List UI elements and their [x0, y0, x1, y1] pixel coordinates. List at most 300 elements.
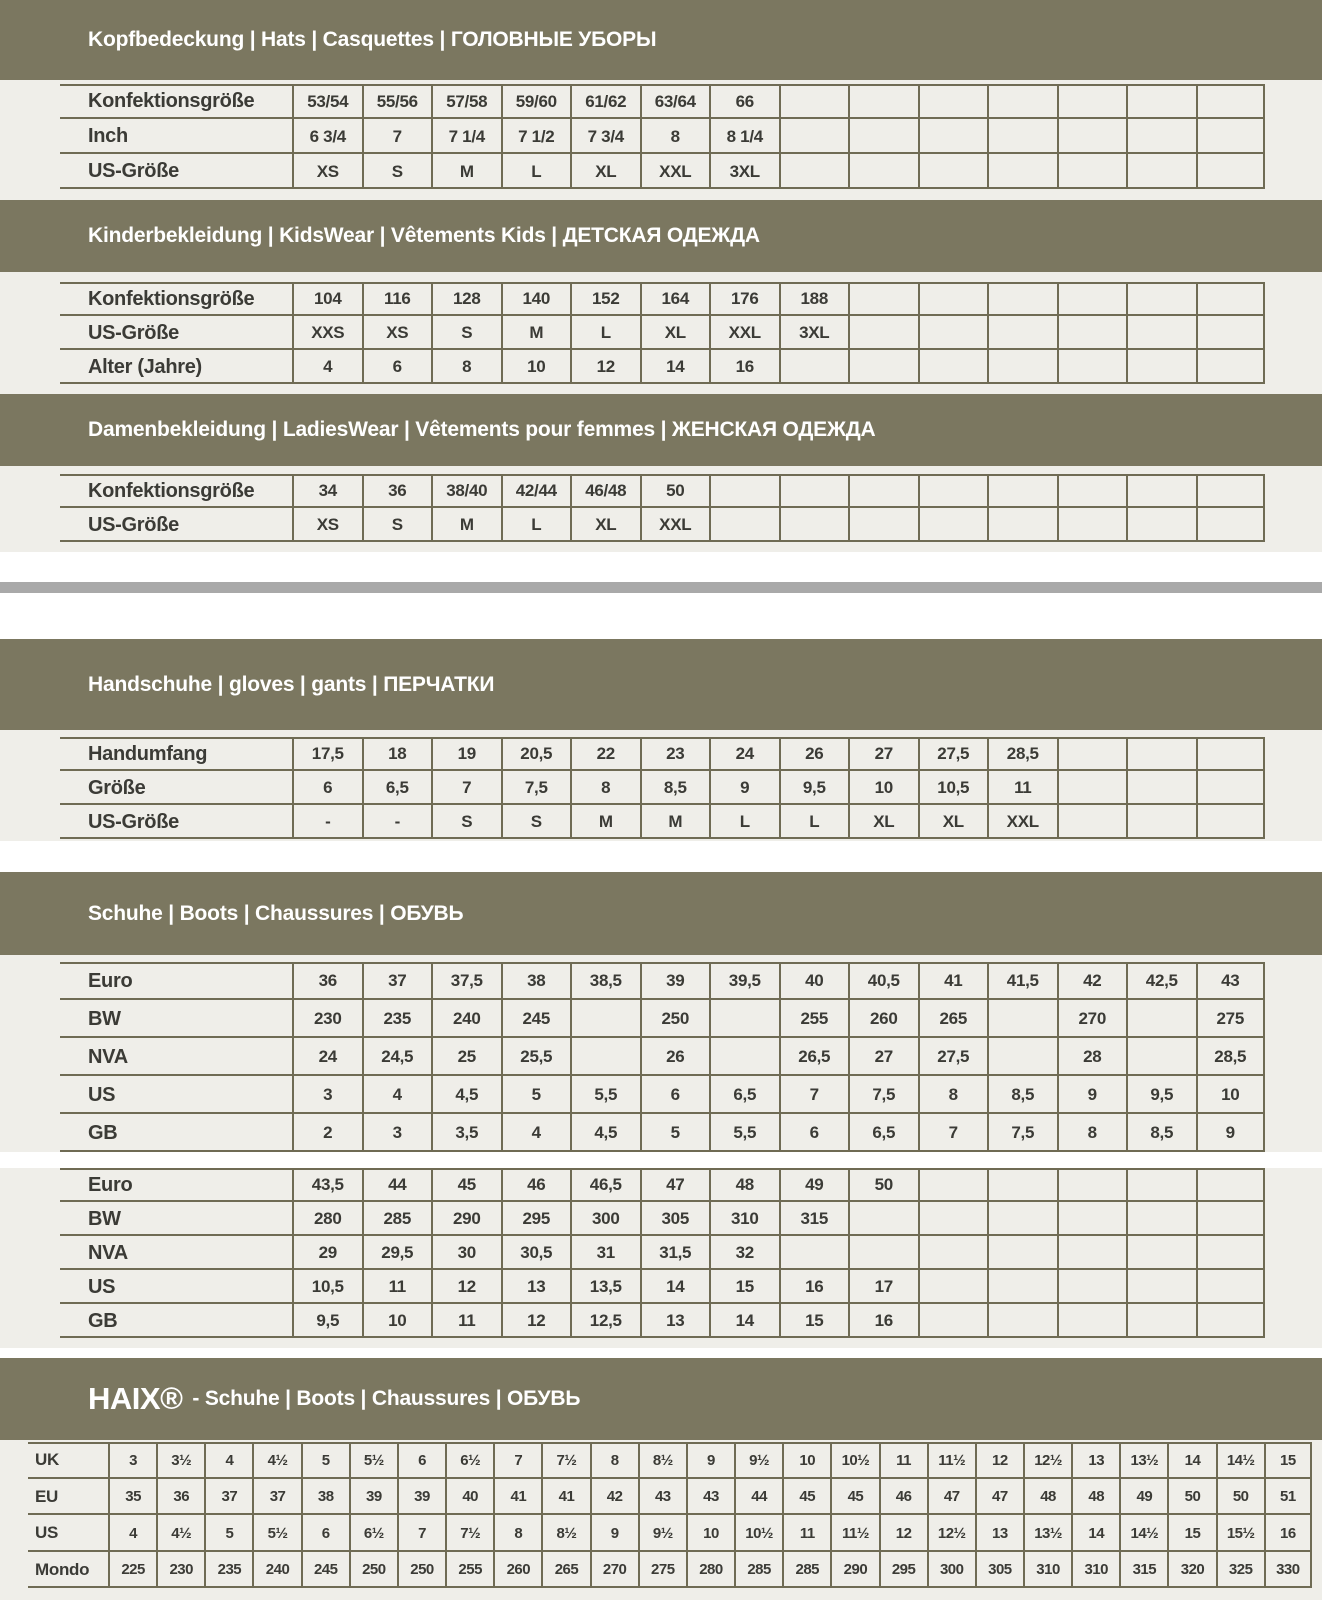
table-cell: 48 [709, 1168, 779, 1202]
row-label: NVA [88, 1241, 128, 1264]
table-cell: 3 [362, 1114, 432, 1152]
section-header-boots [0, 872, 1322, 955]
row-label: BW [88, 1207, 121, 1230]
table-cell: 255 [779, 1000, 849, 1038]
table-cell: 295 [501, 1202, 571, 1236]
table-cell: 300 [927, 1552, 975, 1589]
table-cell: 280 [686, 1552, 734, 1589]
table-cell: 28 [1057, 1038, 1127, 1076]
table-cell: 41,5 [987, 962, 1057, 1000]
table-cell: 43 [638, 1479, 686, 1516]
spacer [0, 841, 1322, 872]
table-cell: 16 [848, 1304, 918, 1338]
table-cell: 6½ [445, 1442, 493, 1479]
kids-table-area [0, 272, 1322, 394]
table-cell: 46 [879, 1479, 927, 1516]
table-row [0, 350, 1265, 384]
table-cell: 24 [709, 737, 779, 771]
table-cell [918, 1304, 988, 1338]
table-cell: 6 [640, 1076, 710, 1114]
table-cell [918, 350, 988, 384]
boots-table-block-2 [0, 1168, 1265, 1338]
table-cell: M [570, 805, 640, 839]
table-cell: 11 [431, 1304, 501, 1338]
table-cell: 20,5 [501, 737, 571, 771]
row-label: Alter (Jahre) [88, 355, 202, 378]
table-cell: 8½ [541, 1515, 589, 1552]
table-cell: 50 [640, 474, 710, 508]
table-cell: 24 [292, 1038, 362, 1076]
table-cell: 285 [362, 1202, 432, 1236]
table-cell [1196, 1236, 1266, 1270]
table-cell: 9 [686, 1442, 734, 1479]
table-cell [1196, 1270, 1266, 1304]
table-cell [1126, 154, 1196, 189]
table-cell: 35 [108, 1479, 156, 1516]
table-cell [848, 84, 918, 119]
table-cell: 6 3/4 [292, 119, 362, 154]
table-cell: 13,5 [570, 1270, 640, 1304]
table-cell [1126, 508, 1196, 542]
table-cell [1126, 1168, 1196, 1202]
table-row [0, 1270, 1265, 1304]
table-cell: 14 [709, 1304, 779, 1338]
table-row [0, 282, 1265, 316]
table-row [0, 771, 1265, 805]
table-cell [987, 1202, 1057, 1236]
table-cell: 8 [1057, 1114, 1127, 1152]
table-cell: XXL [709, 316, 779, 350]
table-cell: 9 [590, 1515, 638, 1552]
table-cell [1126, 1038, 1196, 1076]
table-cell: 49 [1119, 1479, 1167, 1516]
table-cell [918, 154, 988, 189]
table-cell: 49 [779, 1168, 849, 1202]
table-cell: 250 [640, 1000, 710, 1038]
table-cell: 10 [1196, 1076, 1266, 1114]
table-cell: 12 [570, 350, 640, 384]
table-cell: 13 [1071, 1442, 1119, 1479]
table-cell [848, 316, 918, 350]
table-cell: 8 [570, 771, 640, 805]
table-cell: 6 [779, 1114, 849, 1152]
table-cell [848, 350, 918, 384]
table-cell: 4½ [252, 1442, 300, 1479]
table-cell: 7 [431, 771, 501, 805]
table-cell [1057, 508, 1127, 542]
table-cell: 63/64 [640, 84, 710, 119]
gloves-table-area [0, 730, 1322, 841]
table-cell: 31 [570, 1236, 640, 1270]
table-cell: XL [848, 805, 918, 839]
table-row [0, 474, 1265, 508]
table-cell: 8,5 [640, 771, 710, 805]
table-cell: 6 [301, 1515, 349, 1552]
table-cell: 116 [362, 282, 432, 316]
row-label: US-Größe [88, 321, 179, 344]
table-cell: 18 [362, 737, 432, 771]
hats-table-area [0, 80, 1322, 200]
table-cell: 4 [204, 1442, 252, 1479]
table-cell: 13 [640, 1304, 710, 1338]
table-cell [1057, 474, 1127, 508]
table-cell: 42 [590, 1479, 638, 1516]
table-cell [570, 1038, 640, 1076]
table-cell [987, 508, 1057, 542]
table-cell: 28,5 [987, 737, 1057, 771]
table-cell [1057, 282, 1127, 316]
table-cell [1126, 771, 1196, 805]
table-cell [1196, 119, 1266, 154]
table-cell [848, 154, 918, 189]
table-cell: 50 [848, 1168, 918, 1202]
table-cell: - [362, 805, 432, 839]
table-cell: 7½ [541, 1442, 589, 1479]
table-cell [709, 508, 779, 542]
table-cell: 9 [709, 771, 779, 805]
table-cell: 310 [1023, 1552, 1071, 1589]
table-cell [987, 119, 1057, 154]
table-cell [1126, 84, 1196, 119]
table-cell: 51 [1264, 1479, 1312, 1516]
table-cell [987, 1236, 1057, 1270]
table-cell [709, 1000, 779, 1038]
table-cell: 315 [779, 1202, 849, 1236]
table-row [0, 84, 1265, 119]
table-cell: 4 [501, 1114, 571, 1152]
table-cell: 250 [397, 1552, 445, 1589]
table-cell: XS [292, 154, 362, 189]
table-cell: 235 [204, 1552, 252, 1589]
spacer [0, 1152, 1322, 1168]
table-cell: 45 [431, 1168, 501, 1202]
table-cell: 32 [709, 1236, 779, 1270]
table-cell: 41 [493, 1479, 541, 1516]
table-cell [987, 154, 1057, 189]
table-cell [987, 1270, 1057, 1304]
table-cell: 12 [879, 1515, 927, 1552]
table-cell: 13 [501, 1270, 571, 1304]
table-cell: 245 [301, 1552, 349, 1589]
table-cell [1126, 1270, 1196, 1304]
table-cell: 66 [709, 84, 779, 119]
table-cell: 36 [156, 1479, 204, 1516]
section-title-kids: Kinderbekleidung | KidsWear | Vêtements Kids | ДЕТСКАЯ ОДЕЖДА [88, 224, 760, 247]
row-label: US [88, 1275, 116, 1298]
table-cell: 41 [541, 1479, 589, 1516]
table-cell [1196, 1202, 1266, 1236]
section-title-hats: Kopfbedeckung | Hats | Casquettes | ГОЛОВНЫЕ УБОРЫ [88, 28, 657, 51]
table-cell [987, 282, 1057, 316]
table-cell: M [501, 316, 571, 350]
table-cell: 12,5 [570, 1304, 640, 1338]
table-cell: 285 [782, 1552, 830, 1589]
table-cell: 50 [1216, 1479, 1264, 1516]
table-cell: M [431, 508, 501, 542]
table-cell: 5 [301, 1442, 349, 1479]
table-cell: 4,5 [570, 1114, 640, 1152]
table-cell: 6,5 [848, 1114, 918, 1152]
table-cell: 15 [1167, 1515, 1215, 1552]
table-cell: 29 [292, 1236, 362, 1270]
table-cell [779, 1236, 849, 1270]
boots-table-area-2 [0, 1168, 1322, 1348]
table-cell [1196, 474, 1266, 508]
table-cell [1196, 805, 1266, 839]
table-cell: 8 [493, 1515, 541, 1552]
table-cell: 9,5 [1126, 1076, 1196, 1114]
table-cell [918, 84, 988, 119]
table-cell: 44 [362, 1168, 432, 1202]
table-cell: 275 [638, 1552, 686, 1589]
table-cell [779, 350, 849, 384]
table-cell [918, 508, 988, 542]
table-cell: 13 [975, 1515, 1023, 1552]
table-cell: L [501, 508, 571, 542]
table-row [0, 1038, 1265, 1076]
table-cell: XL [570, 154, 640, 189]
table-cell [1057, 1304, 1127, 1338]
section-header-kids [0, 200, 1322, 272]
table-cell [848, 474, 918, 508]
table-cell: 7 [779, 1076, 849, 1114]
table-cell: 48 [1071, 1479, 1119, 1516]
table-cell [987, 316, 1057, 350]
table-cell: 10,5 [918, 771, 988, 805]
section-header-hats [0, 0, 1322, 80]
table-cell [1057, 350, 1127, 384]
table-cell [1126, 737, 1196, 771]
table-cell: 295 [879, 1552, 927, 1589]
table-cell [987, 1304, 1057, 1338]
table-cell: 7 [362, 119, 432, 154]
table-cell [918, 1236, 988, 1270]
table-cell: 6 [362, 350, 432, 384]
table-cell: 8,5 [987, 1076, 1057, 1114]
table-cell [1196, 1304, 1266, 1338]
table-cell: 176 [709, 282, 779, 316]
table-cell: 46,5 [570, 1168, 640, 1202]
table-cell: 4 [108, 1515, 156, 1552]
table-cell: 15 [1264, 1442, 1312, 1479]
table-cell: 16 [1264, 1515, 1312, 1552]
table-cell: - [292, 805, 362, 839]
table-cell: L [709, 805, 779, 839]
table-cell: 39 [640, 962, 710, 1000]
table-cell: 104 [292, 282, 362, 316]
table-cell: 11 [362, 1270, 432, 1304]
table-cell: 320 [1167, 1552, 1215, 1589]
table-cell: 310 [709, 1202, 779, 1236]
table-cell: 4,5 [431, 1076, 501, 1114]
table-row [0, 1479, 1312, 1516]
table-cell: 17,5 [292, 737, 362, 771]
table-cell: 10 [848, 771, 918, 805]
table-cell: 330 [1264, 1552, 1312, 1589]
table-cell [1196, 737, 1266, 771]
table-cell: 14½ [1216, 1442, 1264, 1479]
table-cell [779, 119, 849, 154]
table-cell: 188 [779, 282, 849, 316]
table-cell: 8,5 [1126, 1114, 1196, 1152]
table-row [0, 1552, 1312, 1589]
table-cell: 14 [640, 1270, 710, 1304]
table-cell [1196, 282, 1266, 316]
table-cell: 53/54 [292, 84, 362, 119]
table-cell: 43,5 [292, 1168, 362, 1202]
table-cell: 8 [918, 1076, 988, 1114]
boots-table-block-1 [0, 962, 1265, 1152]
table-cell [1196, 316, 1266, 350]
table-cell: 305 [640, 1202, 710, 1236]
table-cell: 22 [570, 737, 640, 771]
table-cell: 42/44 [501, 474, 571, 508]
boots-table-area-1 [0, 955, 1322, 1152]
table-cell: 280 [292, 1202, 362, 1236]
row-label: Euro [88, 969, 133, 992]
table-cell: 27 [848, 1038, 918, 1076]
table-cell: 8½ [638, 1442, 686, 1479]
row-label: Konfektionsgröße [88, 90, 255, 112]
table-cell [709, 1038, 779, 1076]
table-cell: XXL [987, 805, 1057, 839]
spacer [0, 593, 1322, 639]
table-cell [1126, 1000, 1196, 1038]
table-cell: 7½ [445, 1515, 493, 1552]
table-cell: 28,5 [1196, 1038, 1266, 1076]
table-cell: 40,5 [848, 962, 918, 1000]
table-cell: 230 [156, 1552, 204, 1589]
section-title-haix: - Schuhe | Boots | Chaussures | ОБУВЬ [192, 1387, 581, 1410]
table-cell: L [501, 154, 571, 189]
table-cell: 6,5 [362, 771, 432, 805]
section-title-gloves: Handschuhe | gloves | gants | ПЕРЧАТКИ [88, 672, 495, 696]
table-cell: 17 [848, 1270, 918, 1304]
table-cell: 9 [1057, 1076, 1127, 1114]
table-row [0, 1202, 1265, 1236]
table-row [0, 805, 1265, 839]
table-cell [918, 119, 988, 154]
row-label: US [88, 1083, 116, 1106]
row-label: UK [35, 1450, 59, 1470]
table-cell: 5 [204, 1515, 252, 1552]
table-cell: 4 [362, 1076, 432, 1114]
table-cell [918, 282, 988, 316]
table-cell: 265 [918, 1000, 988, 1038]
table-cell: 6 [292, 771, 362, 805]
table-cell: 7 1/2 [501, 119, 571, 154]
table-cell: 11 [987, 771, 1057, 805]
table-cell [1126, 474, 1196, 508]
table-cell: 14 [640, 350, 710, 384]
table-cell: S [362, 508, 432, 542]
table-cell: 265 [541, 1552, 589, 1589]
table-cell [987, 84, 1057, 119]
table-cell: 11½ [927, 1442, 975, 1479]
table-cell [848, 282, 918, 316]
table-cell [1126, 350, 1196, 384]
table-cell: S [431, 316, 501, 350]
table-cell: 5,5 [570, 1076, 640, 1114]
spacer [0, 552, 1322, 582]
table-cell: 31,5 [640, 1236, 710, 1270]
table-cell: 7 1/4 [431, 119, 501, 154]
table-cell: 26 [779, 737, 849, 771]
table-cell: 24,5 [362, 1038, 432, 1076]
table-cell: 45 [830, 1479, 878, 1516]
table-cell: 41 [918, 962, 988, 1000]
row-label: Mondo [35, 1559, 90, 1579]
table-cell: 38,5 [570, 962, 640, 1000]
table-cell: 47 [927, 1479, 975, 1516]
table-cell: 11 [782, 1515, 830, 1552]
table-cell: 13½ [1023, 1515, 1071, 1552]
table-cell: 300 [570, 1202, 640, 1236]
table-cell: 3,5 [431, 1114, 501, 1152]
table-cell: 25,5 [501, 1038, 571, 1076]
table-cell: 5 [501, 1076, 571, 1114]
table-cell: 57/58 [431, 84, 501, 119]
table-cell: 36 [292, 962, 362, 1000]
table-cell: 152 [570, 282, 640, 316]
gloves-table [0, 737, 1265, 839]
table-cell: 19 [431, 737, 501, 771]
table-cell [1057, 84, 1127, 119]
table-cell: 260 [493, 1552, 541, 1589]
table-cell: 9,5 [779, 771, 849, 805]
haix-table-area [0, 1440, 1322, 1600]
table-cell: 245 [501, 1000, 571, 1038]
table-cell: 37,5 [431, 962, 501, 1000]
table-row [0, 316, 1265, 350]
table-cell [1196, 1168, 1266, 1202]
table-row [0, 508, 1265, 542]
table-cell: 16 [779, 1270, 849, 1304]
row-label: Konfektionsgröße [88, 287, 255, 310]
table-cell: 29,5 [362, 1236, 432, 1270]
table-cell: 5½ [349, 1442, 397, 1479]
row-label: US-Größe [88, 810, 179, 833]
table-cell: 12½ [927, 1515, 975, 1552]
row-label: Größe [88, 776, 146, 799]
table-cell: XL [570, 508, 640, 542]
table-cell: 16 [709, 350, 779, 384]
table-cell [918, 1168, 988, 1202]
table-cell [570, 1000, 640, 1038]
table-cell: 30 [431, 1236, 501, 1270]
table-row [0, 1168, 1265, 1202]
table-cell: L [570, 316, 640, 350]
table-cell: 38/40 [431, 474, 501, 508]
table-cell: 6 [397, 1442, 445, 1479]
table-cell: 2 [292, 1114, 362, 1152]
table-cell: 27,5 [918, 737, 988, 771]
table-cell [1057, 771, 1127, 805]
table-cell: 44 [734, 1479, 782, 1516]
section-divider-bar [0, 582, 1322, 593]
table-cell: 27 [848, 737, 918, 771]
table-cell: 15½ [1216, 1515, 1264, 1552]
table-cell: 47 [975, 1479, 1023, 1516]
table-cell: 46 [501, 1168, 571, 1202]
table-cell: 12½ [1023, 1442, 1071, 1479]
table-cell [779, 154, 849, 189]
table-cell: 7 [493, 1442, 541, 1479]
kids-table [0, 282, 1265, 384]
table-cell: 128 [431, 282, 501, 316]
table-row [0, 1442, 1312, 1479]
table-cell [1196, 508, 1266, 542]
